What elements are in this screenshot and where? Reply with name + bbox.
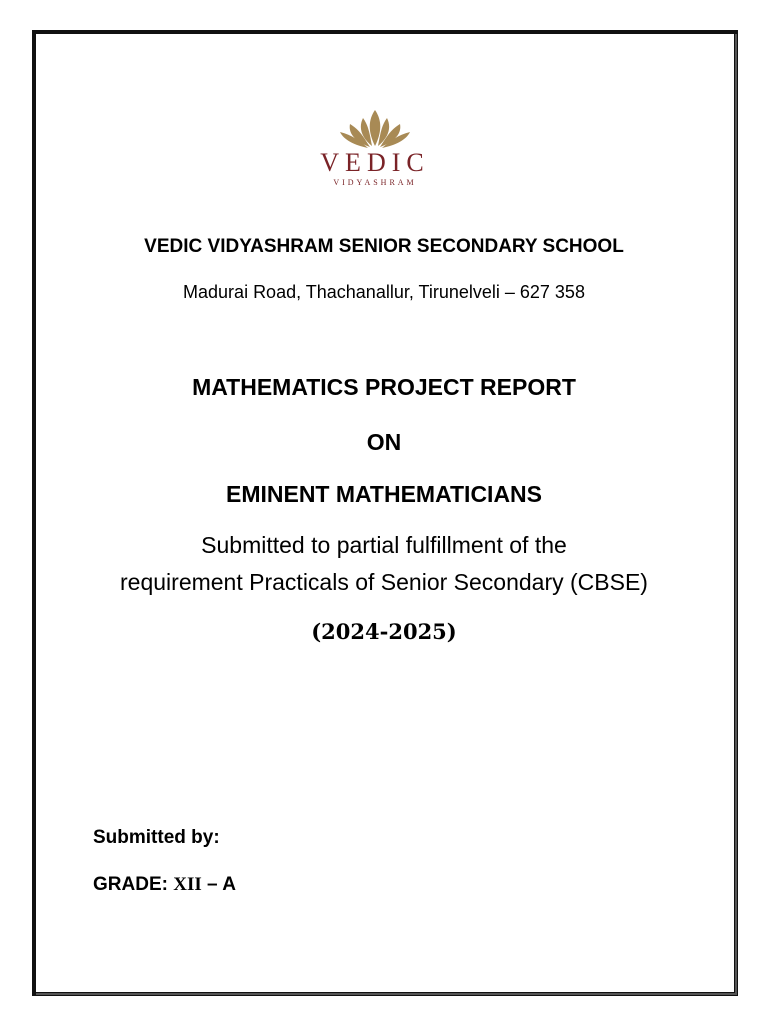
school-logo [300, 108, 450, 188]
academic-year: (2024-2025) [311, 619, 457, 644]
lotus-icon [300, 108, 450, 150]
grade-value: XII [173, 874, 202, 895]
logo-brand-sub: VIDYASHRAM [333, 178, 417, 187]
report-title-connector: ON [366, 429, 402, 455]
grade-line [93, 874, 236, 896]
grade-separator: – [207, 874, 218, 895]
school-address: Madurai Road, Thachanallur, Tirunelveli – 627 358 [183, 282, 585, 302]
report-description-line-1: Submitted to partial fulfillment of the [201, 532, 567, 558]
report-topic: EMINENT MATHEMATICIANS [225, 481, 542, 507]
grade-section: A [222, 874, 236, 895]
submitted-by-label: Submitted by: [93, 827, 220, 848]
report-description-line-2: requirement Practicals of Senior Secondary (CBSE) [120, 569, 648, 595]
report-title: MATHEMATICS PROJECT REPORT [192, 374, 576, 400]
logo-brand-main: VEDIC [320, 148, 430, 177]
school-name: VEDIC VIDYASHRAM SENIOR SECONDARY SCHOOL [144, 236, 624, 257]
grade-label: GRADE: [93, 874, 168, 895]
